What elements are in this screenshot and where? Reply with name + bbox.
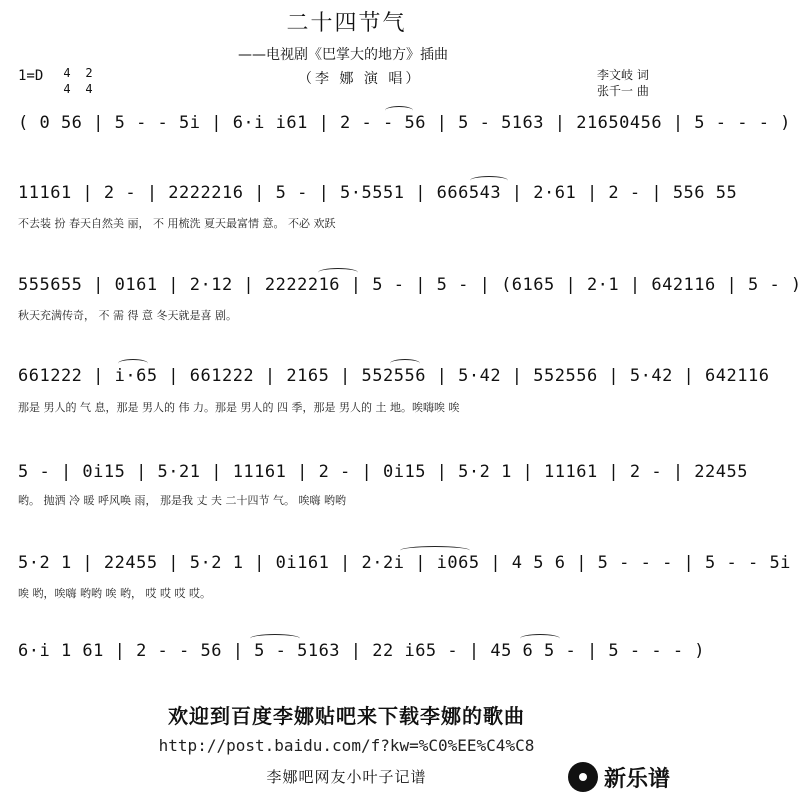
staff-line-7-notes: 6·i 1 61 | 2 - - 56 | 5 - 5163 | 22 i65 - | 45 6 5 - | 5 - - - ) [18, 641, 706, 661]
composer-credit: 张千一 曲 [597, 84, 649, 98]
staff-line-3-notes: 555655 | 0161 | 2·12 | 2222216 | 5 - | 5 - | (6165 | 2·1 | 642116 | 5 - ) [18, 275, 802, 295]
staff-line-2-notes: 11161 | 2 - | 2222216 | 5 - | 5·5551 | 666543 | 2·61 | 2 - | 556 55 [18, 183, 738, 203]
slur-mark [520, 634, 560, 643]
staff-line-5-lyrics: 哟。 抛洒 冷 暖 呼风唤 雨， 那是我 丈 夫 二十四节 气。 唉嗨 哟哟 [18, 494, 346, 507]
xinyuepu-logo[interactable] [568, 760, 688, 796]
page-title: 二十四节气 [286, 11, 407, 36]
logo-text: 新乐谱 [604, 767, 671, 792]
slur-mark [250, 634, 300, 643]
meter-1-top: 4 [63, 66, 71, 80]
staff-line-6-lyrics: 唉 哟，唉嗨 哟哟 唉 哟， 哎 哎 哎 哎。 [18, 587, 211, 600]
subtitle: ——电视剧《巴掌大的地方》插曲 [238, 47, 448, 63]
staff-line-1-notes: ( 0 56 | 5 - - 5i | 6·i i61 | 2 - - 56 | 5 - 5163 | 21650456 | 5 - - - ) [18, 113, 791, 133]
singer-credit: （李 娜 演 唱） [298, 71, 423, 87]
footer-url-link[interactable]: http://post.baidu.com/f?kw=%C0%EE%C4%C8 [158, 736, 535, 755]
staff-line-2-lyrics: 不去装 扮 春天自然美 丽， 不 用梳洗 夏天最富情 意。 不必 欢跃 [18, 217, 336, 230]
slur-mark [400, 546, 470, 555]
slur-mark [318, 268, 358, 277]
transcriber-credit: 李娜吧网友小叶子记谱 [266, 768, 427, 786]
staff-line-4-notes: 661222 | i·65 | 661222 | 2165 | 552556 | 5·42 | 552556 | 5·42 | 642116 [18, 366, 770, 386]
staff-line-6-notes: 5·2 1 | 22455 | 5·2 1 | 0i161 | 2·2i | i065 | 4 5 6 | 5 - - - | 5 - - 5i [18, 553, 791, 573]
slur-mark [118, 359, 148, 368]
music-disc-icon [568, 762, 598, 792]
slur-mark [390, 359, 420, 368]
staff-line-5-notes: 5 - | 0i15 | 5·21 | 11161 | 2 - | 0i15 | 5·2 1 | 11161 | 2 - | 22455 [18, 462, 748, 482]
key-signature: 1=D [18, 68, 44, 84]
meter-2-top: 2 [85, 66, 93, 80]
slur-mark [470, 176, 508, 185]
lyricist-credit: 李文岐 词 [597, 68, 649, 82]
footer-promo-text: 欢迎到百度李娜贴吧来下载李娜的歌曲 [168, 704, 525, 728]
slur-mark [385, 106, 413, 115]
staff-line-4-lyrics: 那是 男人的 气 息，那是 男人的 伟 力。那是 男人的 四 季，那是 男人的 土 地。唉嗨唉 唉 [18, 401, 460, 414]
meter-1-bottom: 4 [63, 82, 71, 96]
meter-2-bottom: 4 [85, 82, 93, 96]
staff-line-3-lyrics: 秋天充满传奇， 不 需 得 意 冬天就是喜 剧。 [18, 309, 237, 322]
